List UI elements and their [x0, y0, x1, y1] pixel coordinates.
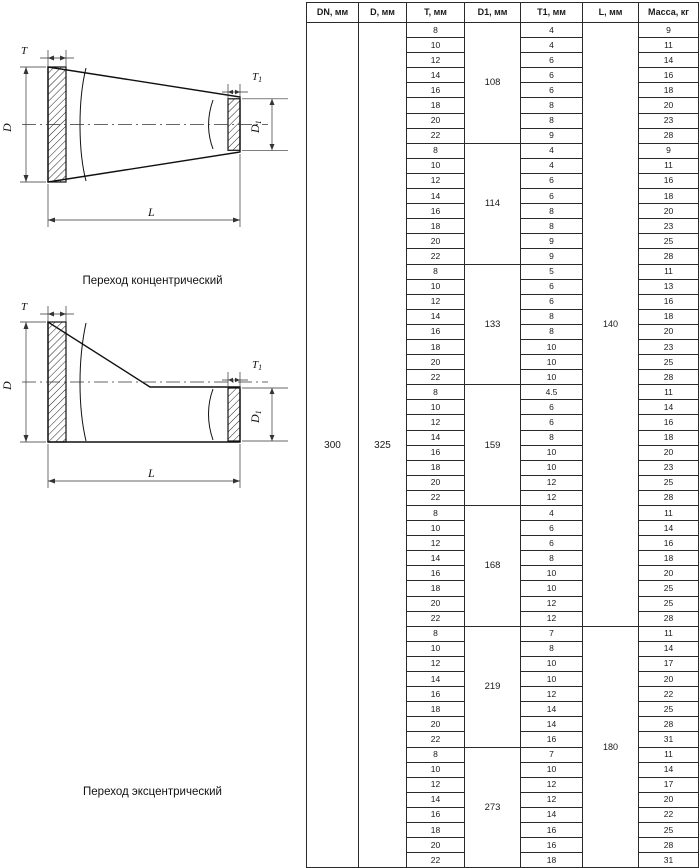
- cell-mass: 16: [639, 294, 699, 309]
- spec-table-wrapper: [306, 2, 698, 868]
- cell-mass: 28: [639, 717, 699, 732]
- cell-mass: 18: [639, 430, 699, 445]
- cell-mass: 14: [639, 762, 699, 777]
- cell-t1: 7: [521, 626, 583, 641]
- cell-d1: 273: [465, 747, 521, 868]
- cell-t: 12: [407, 53, 465, 68]
- cell-t1: 9: [521, 128, 583, 143]
- figure-2-caption: Переход эксцентрический: [83, 786, 222, 798]
- cell-mass: 14: [639, 400, 699, 415]
- cell-t: 10: [407, 641, 465, 656]
- cell-t: 18: [407, 219, 465, 234]
- cell-t: 10: [407, 762, 465, 777]
- cell-t: 8: [407, 143, 465, 158]
- cell-t1: 8: [521, 641, 583, 656]
- table-body: [307, 23, 699, 868]
- cell-t1: 9: [521, 249, 583, 264]
- cell-mass: 31: [639, 853, 699, 868]
- cell-t1: 10: [521, 672, 583, 687]
- cell-t1: 4: [521, 158, 583, 173]
- cell-mass: 25: [639, 475, 699, 490]
- cell-mass: 17: [639, 777, 699, 792]
- cell-t1: 6: [521, 294, 583, 309]
- cell-t1: 10: [521, 460, 583, 475]
- cell-t: 14: [407, 68, 465, 83]
- cell-mass: 11: [639, 747, 699, 762]
- cell-t: 14: [407, 551, 465, 566]
- cell-t: 16: [407, 445, 465, 460]
- cell-t: 14: [407, 792, 465, 807]
- cell-mass: 16: [639, 415, 699, 430]
- cell-t1: 12: [521, 777, 583, 792]
- cell-t1: 14: [521, 717, 583, 732]
- cell-t: 12: [407, 415, 465, 430]
- cell-d: 325: [359, 23, 407, 868]
- table-row: [307, 23, 699, 38]
- cell-mass: 11: [639, 158, 699, 173]
- cell-mass: 14: [639, 521, 699, 536]
- cell-t1: 8: [521, 309, 583, 324]
- cell-t1: 8: [521, 430, 583, 445]
- cell-t1: 12: [521, 475, 583, 490]
- cell-mass: 11: [639, 38, 699, 53]
- cell-t1: 12: [521, 596, 583, 611]
- cell-t: 12: [407, 294, 465, 309]
- cell-mass: 9: [639, 143, 699, 158]
- cell-t1: 8: [521, 113, 583, 128]
- cell-t1: 10: [521, 566, 583, 581]
- cell-t: 20: [407, 355, 465, 370]
- cell-mass: 28: [639, 490, 699, 505]
- cell-t1: 6: [521, 279, 583, 294]
- cell-mass: 20: [639, 566, 699, 581]
- cell-d1: 133: [465, 264, 521, 385]
- cell-t: 12: [407, 173, 465, 188]
- cell-mass: 23: [639, 460, 699, 475]
- cell-l: 140: [583, 23, 639, 627]
- header-d: D, мм: [359, 3, 407, 23]
- cell-t: 22: [407, 490, 465, 505]
- cell-mass: 11: [639, 385, 699, 400]
- cell-t1: 6: [521, 400, 583, 415]
- cell-t: 10: [407, 38, 465, 53]
- cell-mass: 20: [639, 445, 699, 460]
- cell-d1: 108: [465, 23, 521, 144]
- cell-mass: 25: [639, 702, 699, 717]
- cell-mass: 20: [639, 98, 699, 113]
- cell-mass: 22: [639, 807, 699, 822]
- cell-t: 18: [407, 822, 465, 837]
- cell-t: 14: [407, 309, 465, 324]
- cell-t1: 4: [521, 38, 583, 53]
- concentric-reducer-drawing: [0, 22, 305, 262]
- cell-t: 12: [407, 536, 465, 551]
- cell-mass: 25: [639, 596, 699, 611]
- cell-t1: 16: [521, 838, 583, 853]
- cell-t: 14: [407, 672, 465, 687]
- label-d1-fig1: D1: [248, 120, 263, 133]
- cell-mass: 23: [639, 113, 699, 128]
- cell-t1: 12: [521, 792, 583, 807]
- cell-t1: 10: [521, 370, 583, 385]
- header-t: T, мм: [407, 3, 465, 23]
- figure-1-caption: Переход концентрический: [82, 275, 223, 287]
- cell-t1: 12: [521, 687, 583, 702]
- cell-t: 18: [407, 702, 465, 717]
- cell-t1: 7: [521, 747, 583, 762]
- cell-t: 18: [407, 98, 465, 113]
- cell-t1: 6: [521, 53, 583, 68]
- cell-mass: 28: [639, 838, 699, 853]
- cell-t: 14: [407, 189, 465, 204]
- cell-t1: 6: [521, 68, 583, 83]
- cell-t: 8: [407, 385, 465, 400]
- cell-t: 18: [407, 581, 465, 596]
- label-l-fig2: L: [148, 466, 155, 480]
- cell-t1: 9: [521, 234, 583, 249]
- header-mass: Масса, кг: [639, 3, 699, 23]
- cell-t: 22: [407, 370, 465, 385]
- cell-t1: 10: [521, 762, 583, 777]
- label-t1-fig2: T1: [252, 359, 263, 372]
- cell-t1: 10: [521, 656, 583, 671]
- label-d-fig1: D: [0, 123, 14, 132]
- cell-t1: 6: [521, 173, 583, 188]
- cell-d1: 114: [465, 143, 521, 264]
- cell-t: 14: [407, 430, 465, 445]
- cell-t: 20: [407, 234, 465, 249]
- cell-t1: 14: [521, 702, 583, 717]
- cell-t: 16: [407, 83, 465, 98]
- cell-t: 8: [407, 264, 465, 279]
- cell-t: 12: [407, 777, 465, 792]
- cell-d1: 168: [465, 506, 521, 627]
- cell-l: 180: [583, 626, 639, 868]
- cell-mass: 11: [639, 506, 699, 521]
- cell-mass: 14: [639, 53, 699, 68]
- cell-t: 16: [407, 566, 465, 581]
- cell-mass: 18: [639, 551, 699, 566]
- cell-mass: 11: [639, 626, 699, 641]
- cell-t: 22: [407, 249, 465, 264]
- cell-t: 20: [407, 596, 465, 611]
- label-d1-fig2: D1: [248, 410, 263, 423]
- cell-t1: 6: [521, 536, 583, 551]
- cell-mass: 20: [639, 672, 699, 687]
- cell-mass: 18: [639, 83, 699, 98]
- cell-t: 10: [407, 521, 465, 536]
- cell-t: 8: [407, 747, 465, 762]
- cell-t: 8: [407, 23, 465, 38]
- cell-t: 18: [407, 339, 465, 354]
- cell-mass: 13: [639, 279, 699, 294]
- cell-mass: 14: [639, 641, 699, 656]
- cell-t1: 16: [521, 732, 583, 747]
- cell-t: 10: [407, 279, 465, 294]
- cell-t: 20: [407, 475, 465, 490]
- cell-t1: 16: [521, 822, 583, 837]
- cell-t1: 6: [521, 521, 583, 536]
- cell-t: 8: [407, 506, 465, 521]
- label-t-fig2: T: [21, 301, 28, 313]
- cell-d1: 219: [465, 626, 521, 747]
- cell-t: 16: [407, 687, 465, 702]
- cell-t1: 10: [521, 355, 583, 370]
- cell-mass: 23: [639, 339, 699, 354]
- cell-t: 10: [407, 158, 465, 173]
- cell-mass: 20: [639, 204, 699, 219]
- cell-mass: 28: [639, 128, 699, 143]
- cell-mass: 9: [639, 23, 699, 38]
- header-d1: D1, мм: [465, 3, 521, 23]
- cell-t: 12: [407, 656, 465, 671]
- cell-t1: 18: [521, 853, 583, 868]
- header-l: L, мм: [583, 3, 639, 23]
- cell-t1: 4: [521, 506, 583, 521]
- cell-mass: 22: [639, 687, 699, 702]
- cell-t: 22: [407, 128, 465, 143]
- header-dn: DN, мм: [307, 3, 359, 23]
- cell-mass: 28: [639, 370, 699, 385]
- table-header-row: [307, 3, 699, 23]
- cell-t1: 5: [521, 264, 583, 279]
- figure-eccentric-reducer: [0, 292, 305, 798]
- cell-t1: 8: [521, 551, 583, 566]
- cell-t: 22: [407, 853, 465, 868]
- cell-t: 22: [407, 611, 465, 626]
- cell-mass: 25: [639, 822, 699, 837]
- cell-t: 20: [407, 113, 465, 128]
- label-t1-fig1: T1: [252, 71, 263, 84]
- cell-dn: 300: [307, 23, 359, 868]
- cell-mass: 16: [639, 536, 699, 551]
- drawings-panel: [0, 0, 305, 798]
- cell-t1: 6: [521, 415, 583, 430]
- label-t-fig1: T: [21, 45, 28, 57]
- cell-d1: 159: [465, 385, 521, 506]
- cell-mass: 28: [639, 249, 699, 264]
- cell-t1: 10: [521, 339, 583, 354]
- cell-t1: 10: [521, 581, 583, 596]
- figure-concentric-reducer: [0, 22, 305, 292]
- cell-mass: 25: [639, 234, 699, 249]
- cell-t1: 8: [521, 204, 583, 219]
- cell-mass: 18: [639, 189, 699, 204]
- cell-t: 20: [407, 838, 465, 853]
- cell-t1: 12: [521, 611, 583, 626]
- cell-t: 16: [407, 204, 465, 219]
- cell-mass: 25: [639, 355, 699, 370]
- cell-t: 20: [407, 717, 465, 732]
- cell-t: 22: [407, 732, 465, 747]
- cell-mass: 16: [639, 68, 699, 83]
- cell-t1: 8: [521, 219, 583, 234]
- cell-mass: 16: [639, 173, 699, 188]
- cell-t1: 8: [521, 324, 583, 339]
- cell-t: 10: [407, 400, 465, 415]
- cell-t1: 4: [521, 143, 583, 158]
- cell-mass: 20: [639, 792, 699, 807]
- cell-mass: 31: [639, 732, 699, 747]
- label-d-fig2: D: [0, 381, 14, 390]
- cell-t1: 6: [521, 189, 583, 204]
- cell-t: 16: [407, 324, 465, 339]
- cell-t: 16: [407, 807, 465, 822]
- cell-t1: 14: [521, 807, 583, 822]
- cell-mass: 17: [639, 656, 699, 671]
- cell-mass: 25: [639, 581, 699, 596]
- cell-t1: 4.5: [521, 385, 583, 400]
- cell-t1: 8: [521, 98, 583, 113]
- cell-mass: 11: [639, 264, 699, 279]
- cell-t: 8: [407, 626, 465, 641]
- reducer-spec-table: [306, 2, 699, 868]
- cell-mass: 18: [639, 309, 699, 324]
- cell-mass: 28: [639, 611, 699, 626]
- cell-t1: 6: [521, 83, 583, 98]
- cell-t: 18: [407, 460, 465, 475]
- label-l-fig1: L: [148, 205, 155, 219]
- header-t1: T1, мм: [521, 3, 583, 23]
- cell-t1: 12: [521, 490, 583, 505]
- cell-t1: 4: [521, 23, 583, 38]
- eccentric-reducer-drawing: [0, 292, 305, 522]
- cell-mass: 23: [639, 219, 699, 234]
- cell-mass: 20: [639, 324, 699, 339]
- cell-t1: 10: [521, 445, 583, 460]
